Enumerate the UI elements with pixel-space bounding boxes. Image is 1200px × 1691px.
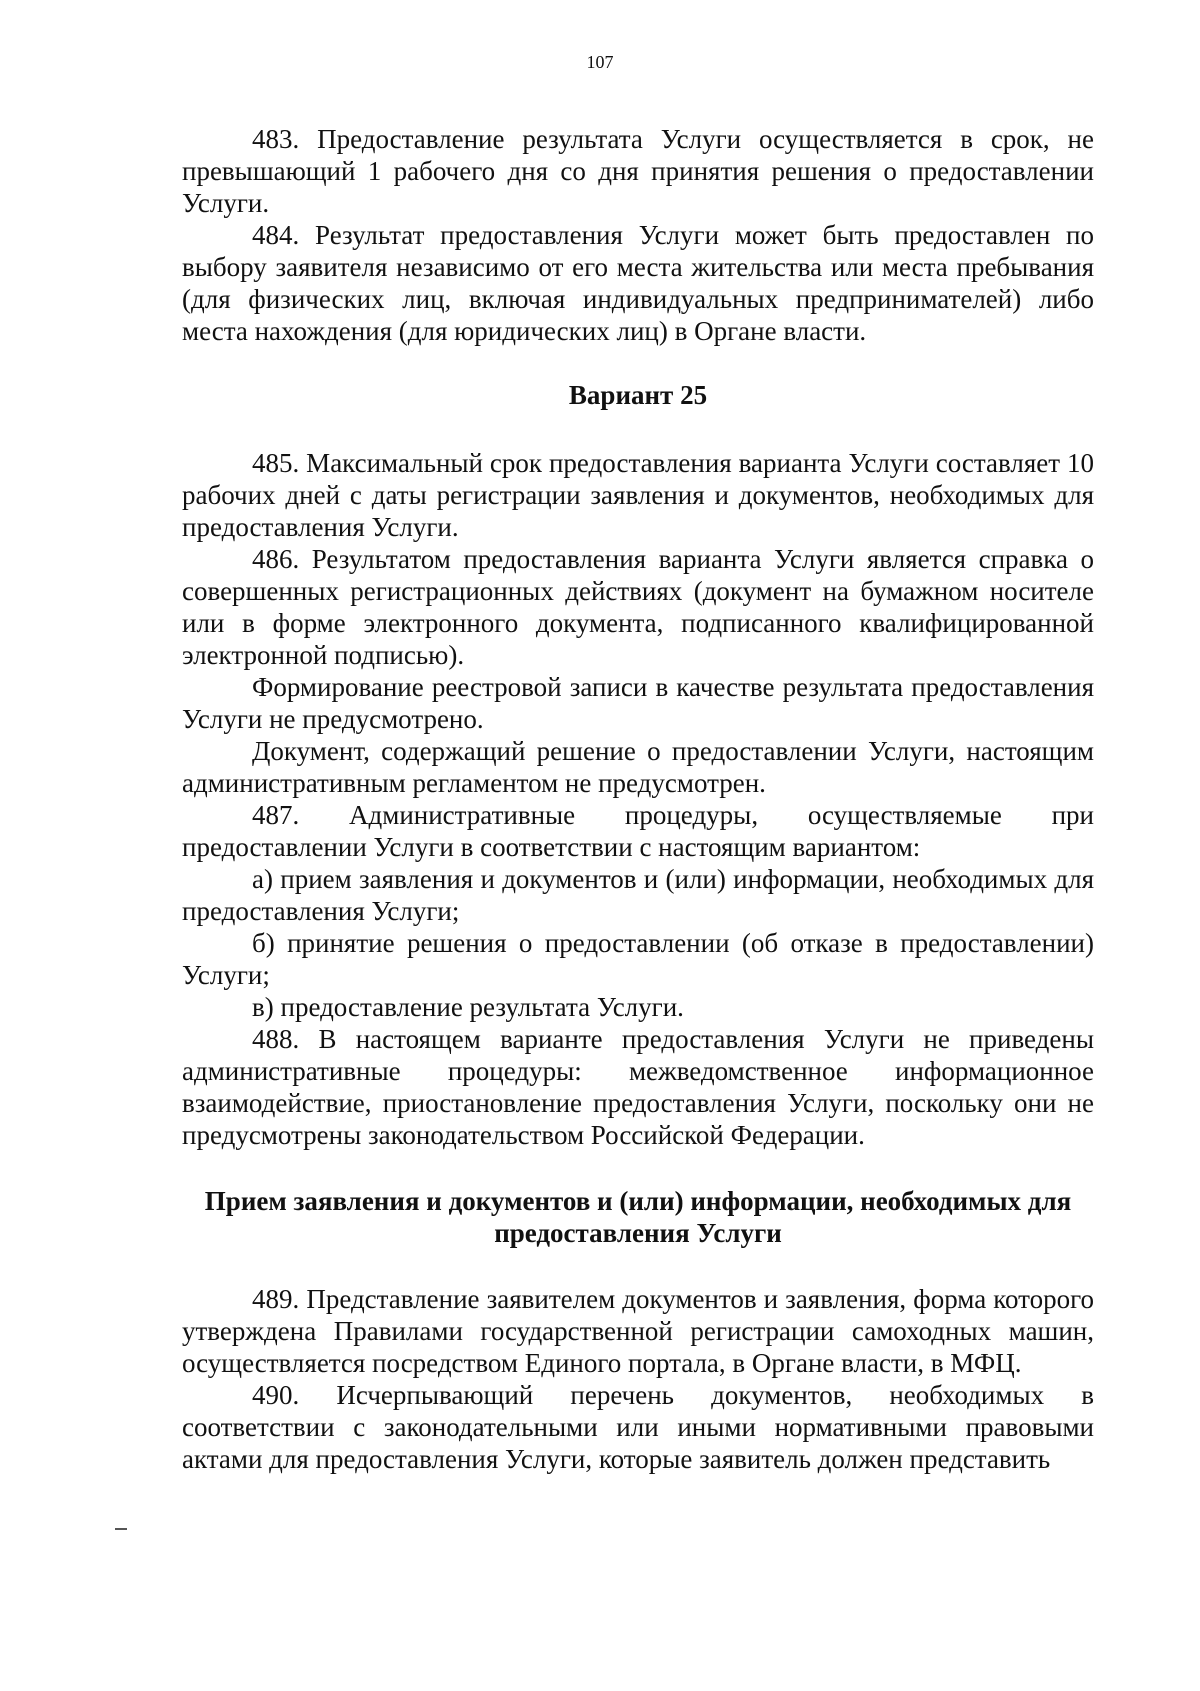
variant-heading: Вариант 25: [568, 380, 708, 410]
document-body: [182, 123, 1094, 1475]
page-number: 107: [586, 52, 614, 72]
paragraph-488: 488. В настоящем варианте предоставления Услуги не приведены административные процедуры: межведомственное информационное взаимодействие, приостановление предоставления Услуги, поскольку они не предусмотрены законодательством Российской Федерации.: [182, 1024, 1094, 1150]
paragraph-decision-document: Документ, содержащий решение о предоставлении Услуги, настоящим административным регламентом не предусмотрен.: [182, 736, 1094, 798]
paragraph-484: 484. Результат предоставления Услуги может быть предоставлен по выбору заявителя независимо от его места жительства или места пребывания (для физических лиц, включая индивидуальных предпринимателей) либо места нахождения (для юридических лиц) в Органе власти.: [182, 220, 1094, 346]
paragraph-486: 486. Результатом предоставления варианта Услуги является справка о совершенных регистрационных действиях (документ на бумажном носителе или в форме электронного документа, подписанного квалифицированной электронной подписью).: [182, 544, 1094, 670]
margin-mark: [115, 1528, 127, 1530]
paragraph-490: 490. Исчерпывающий перечень документов, необходимых в соответствии с законодательными или иными нормативными правовыми актами для предоставления Услуги, которые заявитель должен представить: [182, 1380, 1094, 1474]
paragraph-registry-record: Формирование реестровой записи в качестве результата предоставления Услуги не предусмотрено.: [182, 672, 1094, 734]
section-heading-line-2: предоставления Услуги: [494, 1218, 782, 1248]
paragraph-483: 483. Предоставление результата Услуги осуществляется в срок, не превышающий 1 рабочего дня со дня принятия решения о предоставлении Услуги.: [182, 124, 1094, 218]
list-item-a: а) прием заявления и документов и (или) информации, необходимых для предоставления Услуги;: [182, 864, 1094, 926]
paragraph-485: 485. Максимальный срок предоставления варианта Услуги составляет 10 рабочих дней с даты регистрации заявления и документов, необходимых для предоставления Услуги.: [182, 448, 1094, 542]
section-heading: [182, 1185, 1094, 1249]
list-item-v: в) предоставление результата Услуги.: [252, 992, 684, 1022]
list-item-b: б) принятие решения о предоставлении (об отказе в предоставлении) Услуги;: [182, 928, 1094, 990]
paragraph-489: 489. Представление заявителем документов и заявления, форма которого утверждена Правилами государственной регистрации самоходных машин, осуществляется посредством Единого портала, в Органе власти, в МФЦ.: [182, 1284, 1094, 1378]
paragraph-487: 487. Административные процедуры, осуществляемые при предоставлении Услуги в соответствии с настоящим вариантом:: [182, 800, 1094, 862]
section-heading-line-1: Прием заявления и документов и (или) информации, необходимых для: [204, 1186, 1072, 1216]
